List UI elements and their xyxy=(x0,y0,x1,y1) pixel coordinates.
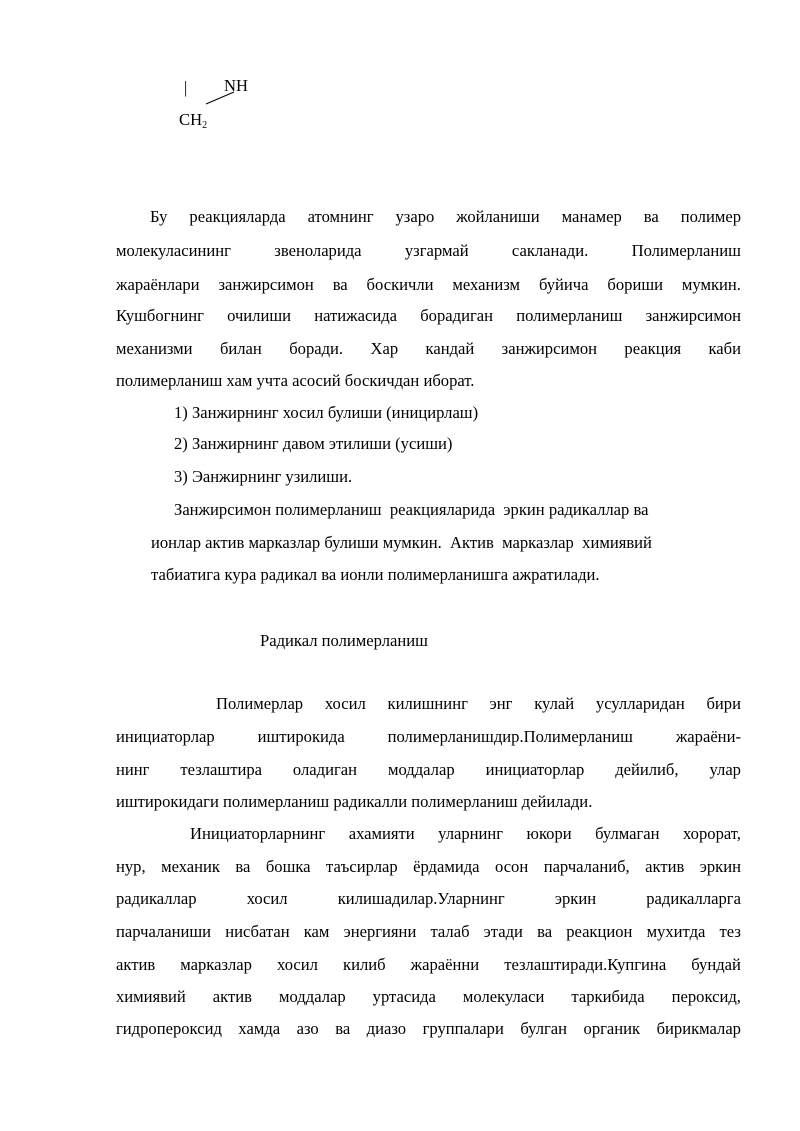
paragraph-line: парчаланиши нисбатан кам энергияни талаб этади ва реакцион мухитда тез xyxy=(116,922,741,941)
paragraph-line: радикаллар хосил килишадилар.Уларнинг эркин радикалларга xyxy=(116,889,741,908)
paragraph-line: актив марказлар хосил килиб жараённи тезлаштиради.Купгина бундай xyxy=(116,955,741,974)
list-item: 1) Занжирнинг хосил булиши (иницирлаш) xyxy=(174,403,479,422)
paragraph-line: полимерланиш хам учта асосий боскичдан иборат. xyxy=(116,371,475,390)
paragraph-line: Бу реакцияларда атомнинг узаро жойланиши манамер ва полимер xyxy=(150,207,741,226)
paragraph-line: нинг тезлаштира оладиган моддалар инициаторлар дейилиб, улар xyxy=(116,760,741,779)
paragraph-line: нур, механик ва бошка таъсирлар ёрдамида осон парчаланиб, актив эркин xyxy=(116,857,741,876)
paragraph-line: инициаторлар иштирокида полимерланишдир.Полимерланиш жараёни- xyxy=(116,727,741,746)
list-item: 2) Занжирнинг давом этилиши (усиши) xyxy=(174,434,453,453)
paragraph-line: ионлар актив марказлар булиши мумкин. Актив марказлар химиявий xyxy=(151,533,652,552)
paragraph-line: гидропероксид хамда азо ва диазо группалари булган органик бирикмалар xyxy=(116,1019,741,1038)
paragraph-line: иштирокидаги полимерланиш радикалли полимерланиш дейилади. xyxy=(116,792,593,811)
nh-group: NH xyxy=(224,76,248,95)
paragraph-line: механизми билан боради. Хар кандай занжирсимон реакция каби xyxy=(116,339,741,358)
paragraph-line: жараёнлари занжирсимон ва боскичли механизм буйича бориши мумкин. xyxy=(116,275,741,294)
bond-line xyxy=(200,88,240,108)
paragraph-line: табиатига кура радикал ва ионли полимерланишга ажратилади. xyxy=(151,565,600,584)
paragraph-line: Инициаторларнинг ахамияти уларнинг юкори булмаган хорорат, xyxy=(190,824,741,843)
paragraph-line: молекуласининг звеноларида узгармай сакланади. Полимерланиш xyxy=(116,241,741,260)
ch2-group: $CH_2$ xyxy=(179,110,208,131)
vertical-bond: | xyxy=(184,78,188,97)
section-heading: Радикал полимерланиш xyxy=(260,631,428,650)
list-item: 3) Эанжирнинг узилиши. xyxy=(174,467,353,486)
paragraph-line: химиявий актив моддалар уртасида молекуласи таркибида пероксид, xyxy=(116,987,741,1006)
paragraph-line: Занжирсимон полимерланиш реакцияларида эркин радикаллар ва xyxy=(174,500,649,519)
paragraph-line: Кушбогнинг очилиши натижасида борадиган полимерланиш занжирсимон xyxy=(116,306,741,325)
paragraph-line: Полимерлар хосил килишнинг энг кулай усулларидан бири xyxy=(216,694,741,713)
